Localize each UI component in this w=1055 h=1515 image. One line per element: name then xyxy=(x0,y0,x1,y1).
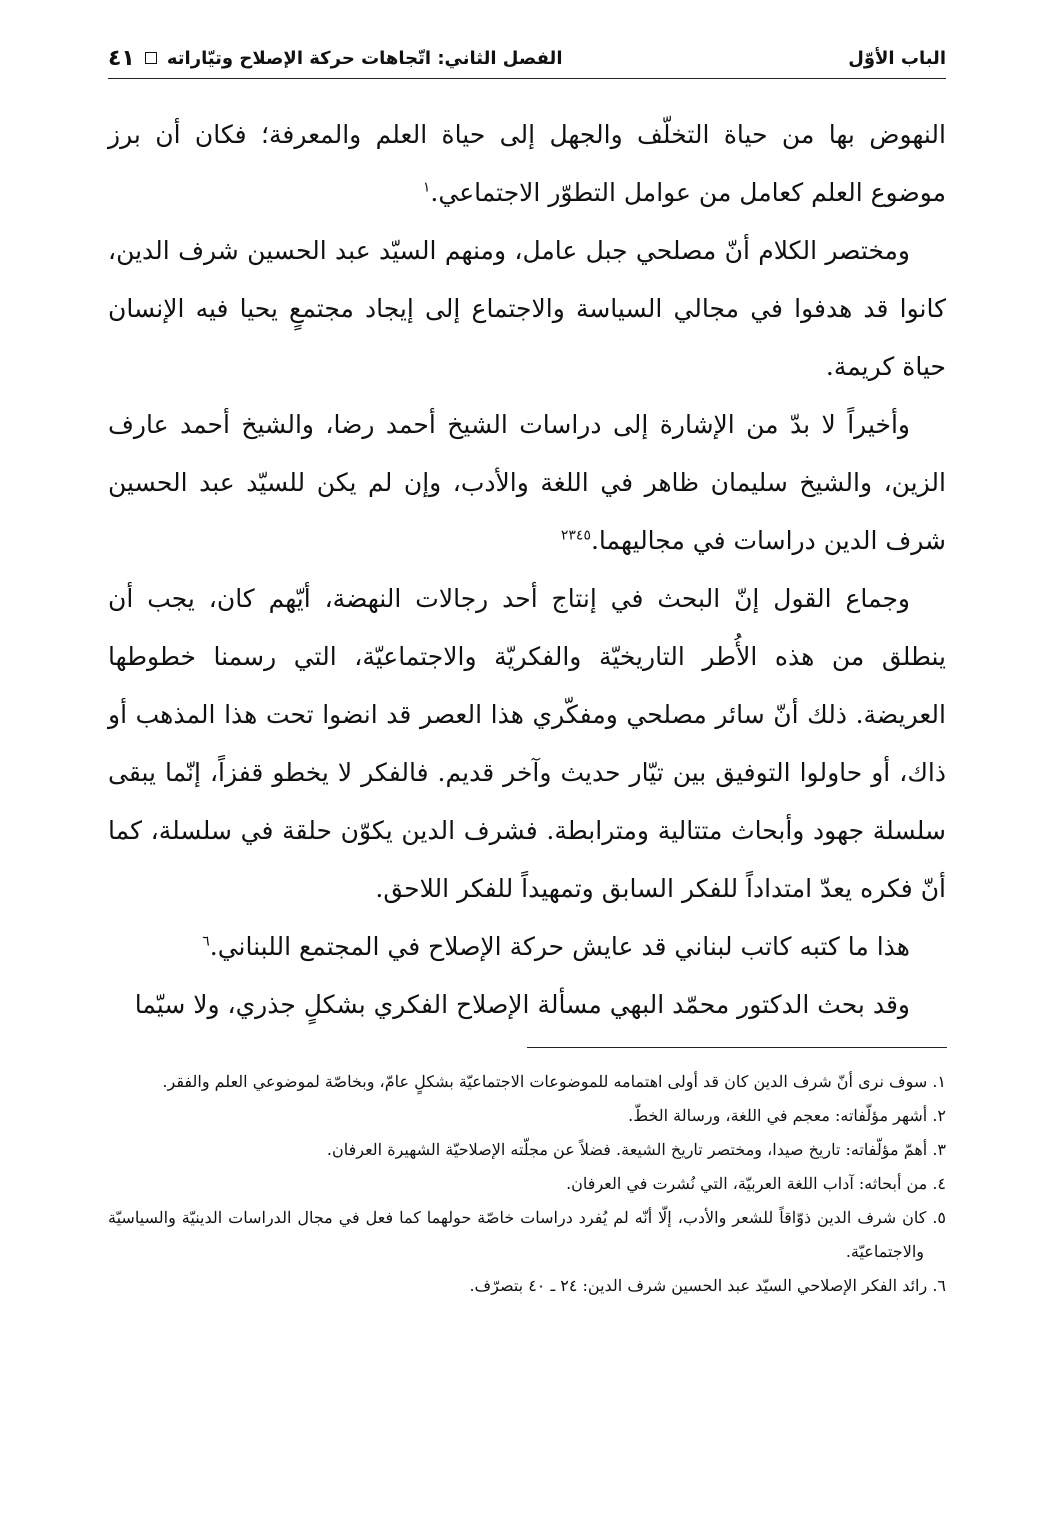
running-title: الفصل الثاني: اتّجاهات حركة الإصلاح وتيّاراته xyxy=(166,47,563,69)
footnote: ٦. رائد الفكر الإصلاحي السيّد عبد الحسين شرف الدين: ٢٤ ـ ٤٠ بتصرّف. xyxy=(469,1276,946,1295)
page-header xyxy=(108,38,946,79)
footnote-ref: ٥ xyxy=(583,527,591,544)
footnote-ref: ٤ xyxy=(575,527,584,544)
footnote: ٢. أشهر مؤلّفاته: معجم في اللغة، ورسالة الخطّ. xyxy=(628,1106,946,1125)
paragraph: وجماع القول إنّ البحث في إنتاج أحد رجالات النهضة، أيّهم كان، يجب أن ينطلق من هذه الأُطر التاريخيّة والفكريّة والاجتماعيّة، التي رسمنا خطوطها العريضة. ذلك أنّ سائر مصلحي ومفكّري هذا العصر قد انضوا تحت هذا المذهب أو ذاك، أو حاولوا التوفيق بين تيّار حديث وآخر قديم. فالفكر لا يخطو قفزاً، إنّما يبقى سلسلة جهود وأبحاث متتالية ومترابطة. فشرف الدين يكوّن حلقة في سلسلة، كما أنّ فكره يعدّ امتداداً للفكر السابق وتمهيداً للفكر اللاحق. xyxy=(108,584,946,903)
main-text xyxy=(108,106,946,1034)
footnote-ref: ٦ xyxy=(202,933,210,950)
footnote-ref: ١ xyxy=(422,179,431,196)
page-number: ٤١ xyxy=(108,45,135,71)
footnote-separator xyxy=(527,1047,947,1048)
footnote: ١. سوف نرى أنّ شرف الدين كان قد أولى اهتمامه للموضوعات الاجتماعيّة بشكلٍ عامّ، وبخاصّة لموضوعي العلم والفقر. xyxy=(162,1072,946,1091)
paragraph: ومختصر الكلام أنّ مصلحي جبل عامل، ومنهم السيّد عبد الحسين شرف الدين، كانوا قد هدفوا في مجالي السياسة والاجتماع إلى إيجاد مجتمعٍ يحيا فيه الإنسان حياة كريمة. xyxy=(108,236,946,381)
footnote: ٥. كان شرف الدين ذوّاقاً للشعر والأدب، إلّا أنّه لم يُفرد دراسات خاصّة حولهما كما فعل في مجال الدراسات الدينيّة والسياسيّة والاجتماعيّة. xyxy=(108,1208,946,1261)
footnote-ref: ٣ xyxy=(568,527,576,544)
footnote-ref: ٢ xyxy=(560,527,569,544)
footnote: ٤. من أبحاثه: آداب اللغة العربيّة، التي نُشرت في العرفان. xyxy=(566,1174,946,1193)
paragraph: هذا ما كتبه كاتب لبناني قد عايش حركة الإصلاح في المجتمع اللبناني.$^٦$ xyxy=(202,932,910,961)
square-ornament-icon xyxy=(145,52,157,64)
chapter-title: الباب الأوّل xyxy=(848,47,946,69)
footnotes xyxy=(108,1065,946,1303)
running-title-group xyxy=(108,46,563,71)
paragraph: وقد بحث الدكتور محمّد البهي مسألة الإصلاح الفكري بشكلٍ جذري، ولا سيّما xyxy=(134,990,910,1019)
paragraph: وأخيراً لا بدّ من الإشارة إلى دراسات الشيخ أحمد رضا، والشيخ أحمد عارف الزين، والشيخ سليمان ظاهر في اللغة والأدب، وإن لم يكن للسيّد عبد الحسين شرف الدين دراسات في مجاليهما.$^{٢٣٤٥}$ xyxy=(108,410,946,555)
paragraph: النهوض بها من حياة التخلّف والجهل إلى حياة العلم والمعرفة؛ فكان أن برز موضوع العلم كعامل من عوامل التطوّر الاجتماعي.$^١$ xyxy=(108,120,946,207)
footnote: ٣. أهمّ مؤلّفاته: تاريخ صيدا، ومختصر تاريخ الشيعة. فضلاً عن مجلّته الإصلاحيّة الشهيرة العرفان. xyxy=(326,1140,946,1159)
